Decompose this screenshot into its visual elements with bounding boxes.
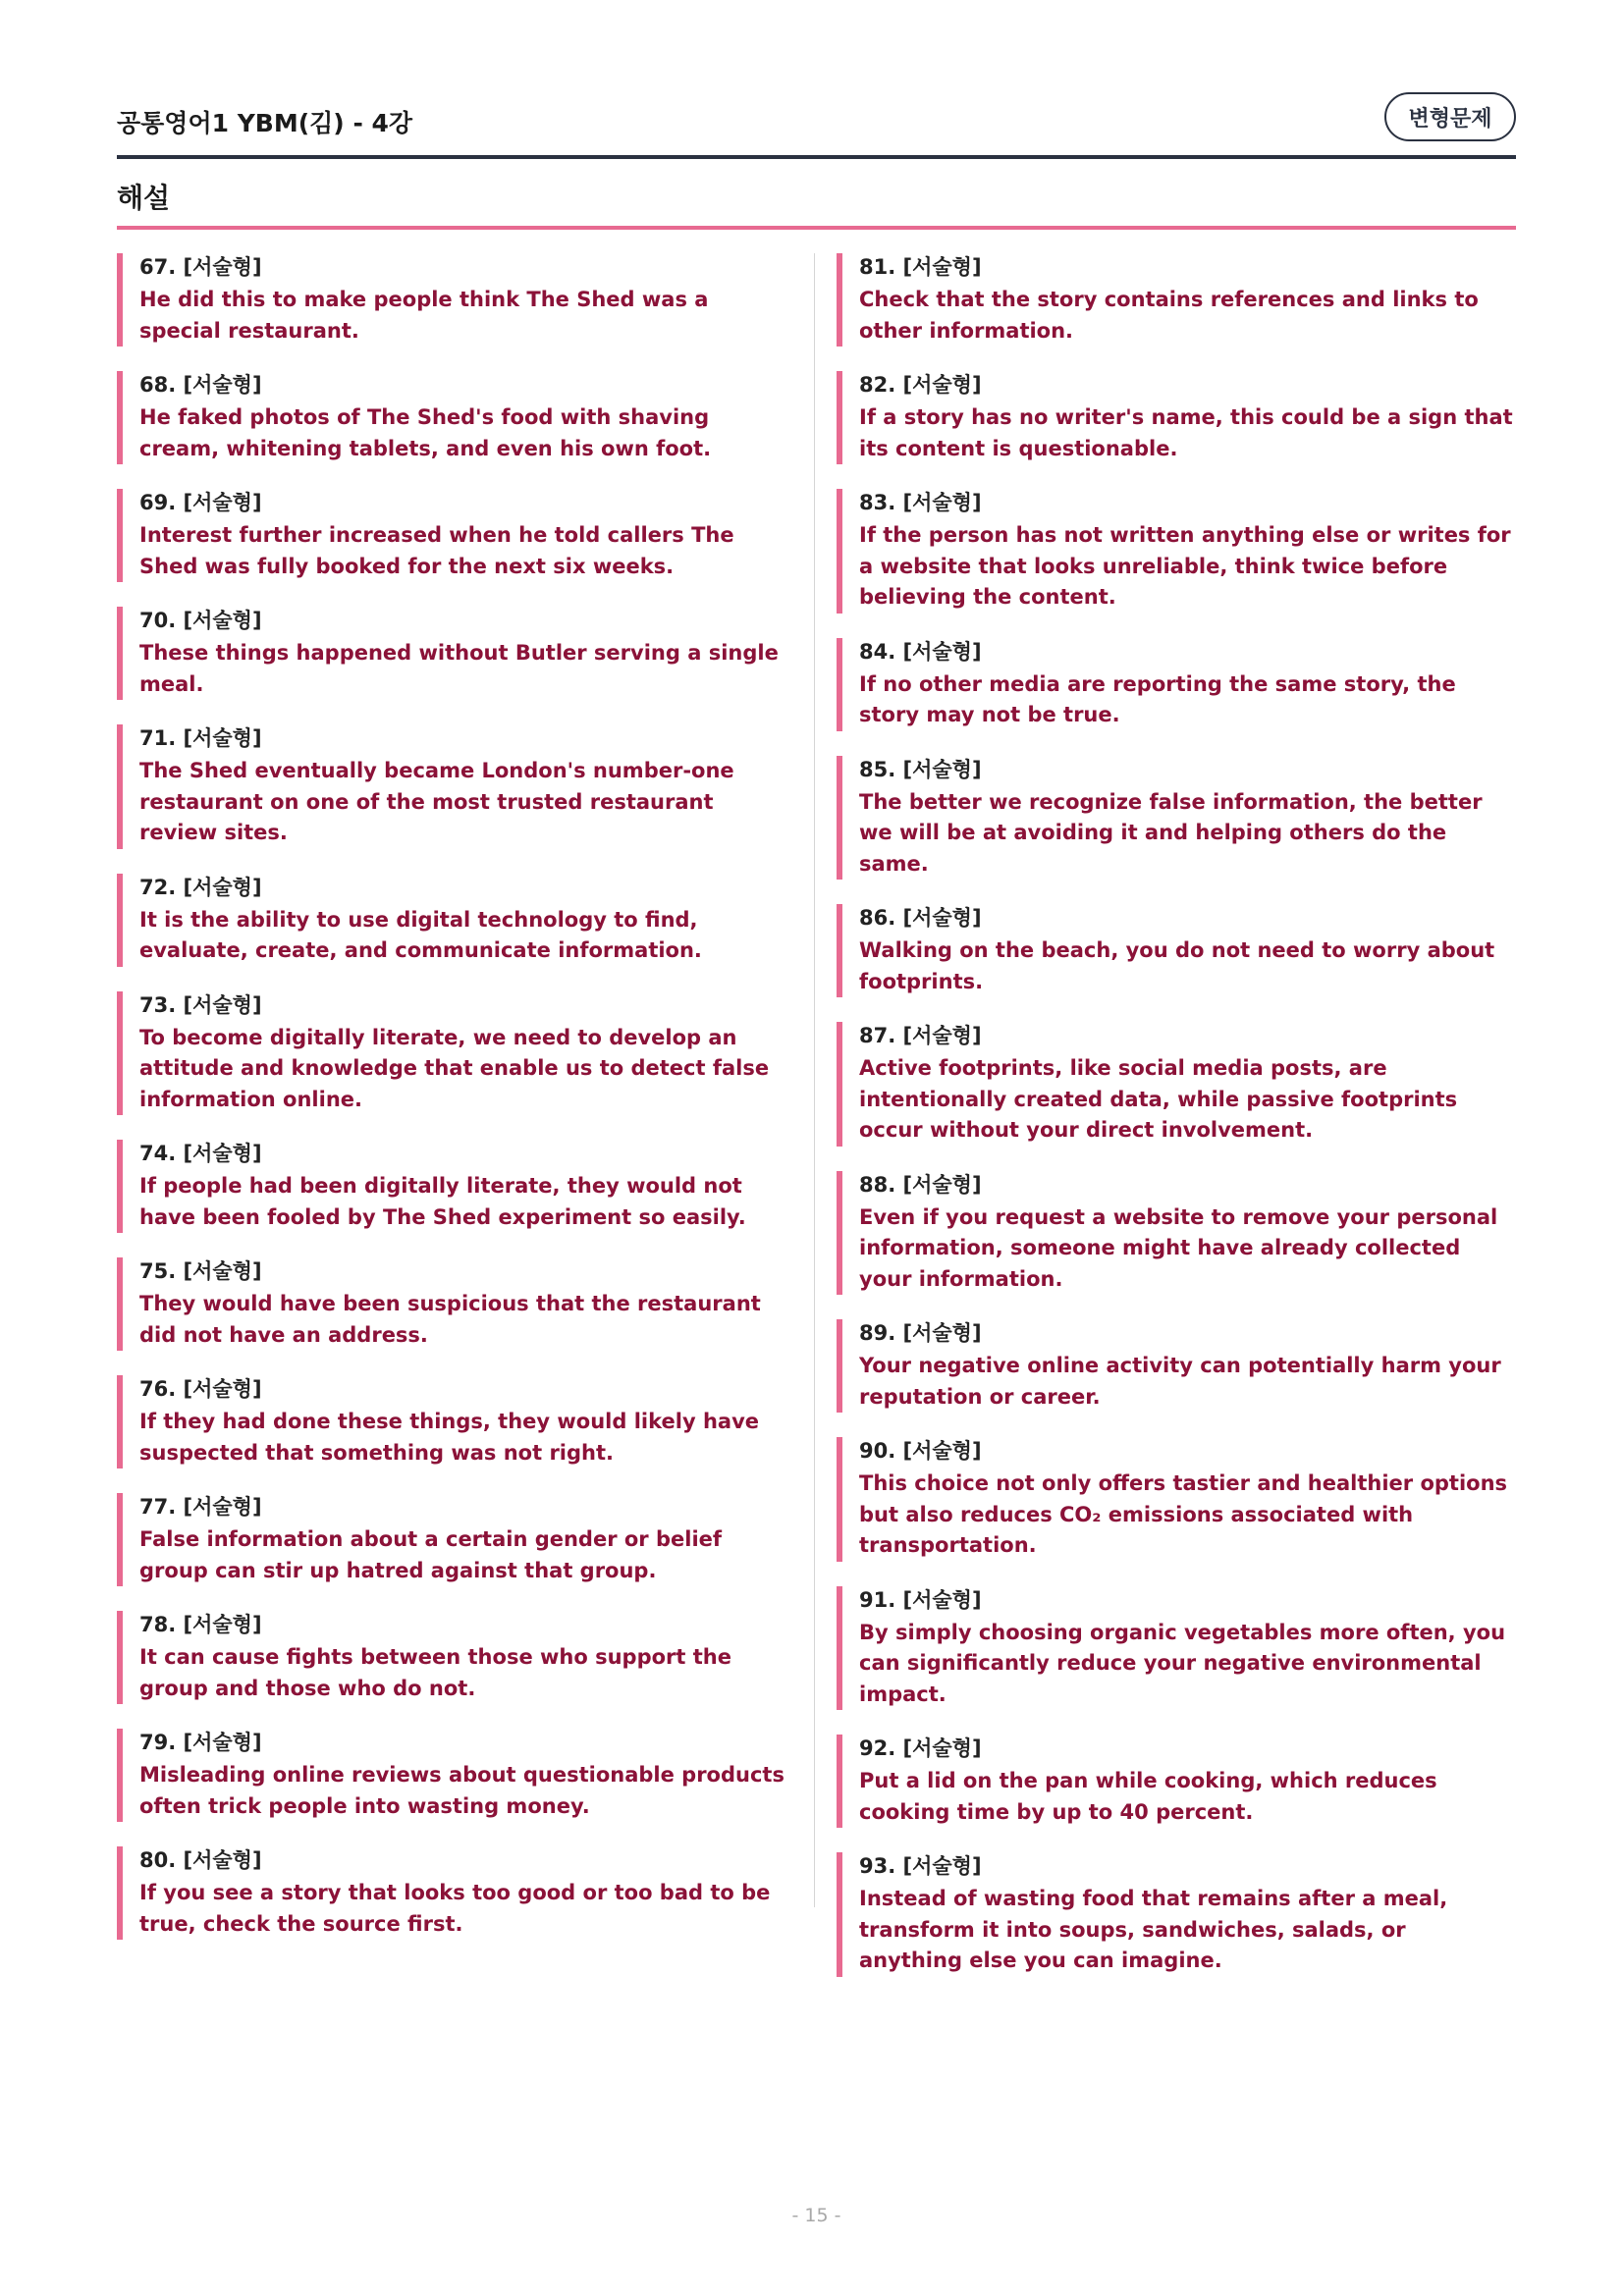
question-number: 72. [서술형]	[139, 875, 262, 899]
answer-item	[117, 253, 794, 347]
question-number: 78. [서술형]	[139, 1613, 262, 1636]
question-type-badge: 변형문제	[1384, 92, 1516, 141]
page-number: - 15 -	[791, 2205, 841, 2226]
answer-item	[117, 607, 794, 700]
page-header	[117, 90, 1516, 157]
answer-item	[117, 991, 794, 1116]
answer-item	[837, 489, 1514, 614]
column-divider	[814, 253, 815, 1907]
question-number: 70. [서술형]	[139, 609, 262, 632]
answer-text: It is the ability to use digital technology to find, evaluate, create, and communicate information.	[139, 907, 702, 962]
question-number: 87. [서술형]	[859, 1024, 982, 1047]
question-number: 79. [서술형]	[139, 1731, 262, 1754]
question-number: 76. [서술형]	[139, 1377, 262, 1401]
question-number: 84. [서술형]	[859, 639, 982, 664]
answer-item	[837, 1022, 1514, 1147]
answer-text: If the person has not written anything else or writes for a website that looks unreliable, think twice before believing the content.	[859, 523, 1511, 609]
answer-text: They would have been suspicious that the restaurant did not have an address.	[139, 1292, 761, 1347]
answer-text: Check that the story contains references and links to other information.	[859, 288, 1479, 343]
answer-text: Active footprints, like social media posts, are intentionally created data, while passive footprints occur without your direct involvement.	[859, 1056, 1458, 1142]
answer-text: The Shed eventually became London's number-one restaurant on one of the most trusted restaurant review sites.	[139, 759, 734, 844]
answer-text: If people had been digitally literate, they would not have been fooled by The Shed experiment so easily.	[139, 1174, 746, 1229]
question-number: 73. [서술형]	[139, 992, 262, 1017]
question-number: 93. [서술형]	[859, 1854, 982, 1878]
answer-item	[837, 253, 1514, 347]
answer-text: Interest further increased when he told callers The Shed was fully booked for the next six weeks.	[139, 523, 734, 578]
answer-item	[117, 1375, 794, 1468]
question-number: 91. [서술형]	[859, 1587, 982, 1612]
answer-text: To become digitally literate, we need to develop an attitude and knowledge that enable us to detect false information online.	[139, 1025, 770, 1111]
answer-item	[117, 1846, 794, 1940]
answer-item	[837, 1171, 1514, 1296]
answer-item	[117, 874, 794, 967]
answers-right-column	[837, 253, 1514, 2002]
document-title: 공통영어1 YBM(김) - 4강	[117, 109, 413, 137]
answer-text: If they had done these things, they would likely have suspected that something was not right.	[139, 1410, 760, 1465]
answer-text: Even if you request a website to remove your personal information, someone might have already collected your information.	[859, 1204, 1498, 1291]
question-number: 88. [서술형]	[859, 1172, 982, 1197]
answer-item	[117, 1140, 794, 1233]
answer-text: Your negative online activity can potentially harm your reputation or career.	[859, 1354, 1501, 1409]
answer-text: By simply choosing organic vegetables more often, you can significantly reduce your negative environmental impact.	[859, 1620, 1506, 1706]
question-number: 81. [서술형]	[859, 255, 982, 279]
answer-item	[117, 1257, 794, 1351]
answer-text: Instead of wasting food that remains after a meal, transform it into soups, sandwiches, salads, or anything else you can imagine.	[859, 1887, 1448, 1972]
answer-item	[837, 638, 1514, 731]
section-title: 해설	[117, 182, 171, 214]
answer-item	[837, 371, 1514, 464]
answer-text: Walking on the beach, you do not need to worry about footprints.	[859, 938, 1495, 993]
answer-item	[837, 1319, 1514, 1413]
answer-item	[837, 1437, 1514, 1562]
question-number: 85. [서술형]	[859, 757, 982, 781]
header-divider	[117, 155, 1516, 159]
answer-text: The better we recognize false information, the better we will be at avoiding it and helping others do the same.	[859, 789, 1483, 876]
answer-item	[837, 756, 1514, 881]
answer-text: Put a lid on the pan while cooking, which reduces cooking time by up to 40 percent.	[859, 1769, 1437, 1824]
answer-text: He did this to make people think The Shed was a special restaurant.	[139, 288, 709, 343]
answer-item	[117, 1611, 794, 1704]
answers-left-column	[117, 253, 794, 1964]
answer-item	[117, 1729, 794, 1822]
answer-item	[837, 1852, 1514, 1977]
answer-text: Misleading online reviews about questionable products often trick people into wasting money.	[139, 1763, 784, 1818]
question-number: 68. [서술형]	[139, 373, 262, 397]
answer-item	[117, 489, 794, 582]
answer-item	[117, 371, 794, 464]
section-divider	[117, 226, 1516, 230]
question-number: 69. [서술형]	[139, 491, 262, 514]
answer-text: If no other media are reporting the same story, the story may not be true.	[859, 671, 1456, 726]
answer-text: He faked photos of The Shed's food with shaving cream, whitening tablets, and even his own foot.	[139, 405, 712, 460]
question-number: 67. [서술형]	[139, 255, 262, 279]
question-number: 89. [서술형]	[859, 1321, 982, 1345]
answer-item	[837, 1586, 1514, 1711]
question-number: 75. [서술형]	[139, 1259, 262, 1283]
answer-text: It can cause fights between those who support the group and those who do not.	[139, 1645, 731, 1700]
answer-item	[117, 724, 794, 849]
answer-item	[837, 1735, 1514, 1828]
question-number: 90. [서술형]	[859, 1439, 982, 1463]
answer-text: If you see a story that looks too good or too bad to be true, check the source first.	[139, 1881, 771, 1936]
question-number: 92. [서술형]	[859, 1736, 982, 1760]
question-number: 83. [서술형]	[859, 491, 982, 514]
question-number: 82. [서술형]	[859, 373, 982, 397]
question-number: 86. [서술형]	[859, 906, 982, 930]
answer-text: False information about a certain gender or belief group can stir up hatred against that group.	[139, 1527, 723, 1582]
answer-item	[837, 904, 1514, 997]
question-number: 80. [서술형]	[139, 1848, 262, 1872]
question-number: 77. [서술형]	[139, 1495, 262, 1519]
answer-item	[117, 1493, 794, 1586]
question-number: 71. [서술형]	[139, 726, 262, 750]
question-number: 74. [서술형]	[139, 1142, 262, 1165]
answer-sheet-page	[117, 0, 1516, 2296]
answer-text: These things happened without Butler serving a single meal.	[139, 641, 779, 696]
answer-text: This choice not only offers tastier and healthier options but also reduces CO₂ emissions associated with transportation.	[859, 1471, 1508, 1557]
answer-text: If a story has no writer's name, this could be a sign that its content is questionable.	[859, 405, 1513, 460]
